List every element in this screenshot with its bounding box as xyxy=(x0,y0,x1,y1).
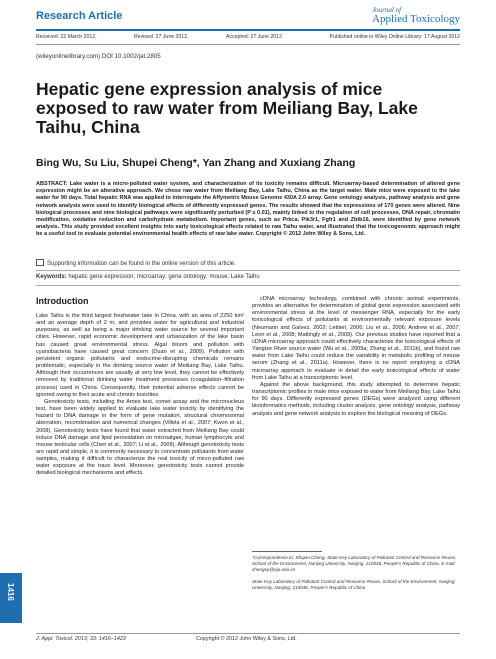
keywords-rule-top xyxy=(36,270,460,271)
received-date: Received: 22 March 2012, xyxy=(36,34,97,40)
journal-logo-line2: Applied Toxicology xyxy=(372,13,460,25)
header-rule xyxy=(36,29,460,31)
footnote-rule xyxy=(252,551,322,552)
abstract: ABSTRACT: Lake water is a micro-polluted water system, and characterization of its toxicity remains difficult. Microarray-based determination of altered gene expression might be an alterative approach. We chose raw water from Meiliang Bay, Lake Taihu, China as the target water. Male mice were exposed to the lake water for 90 days. Total hepatic RNA was applied to interrogate the Affymetrix Mouse Genome 430A 2.0 array. Gene ontology analysis, pathway analysis and gene network analysis were used to identify biological effects of differently expressed genes. The results showed that the expressions of 170 genes were altered. Nine biological processes and nine biological pathways were significantly perturbed (P ≤ 0.01), mainly linked to the regulation of cell processes, DNA repair, chromatin modification, oxidative reduction and carbohydrate metabolism. Important genes, such as Prkca, Pik3r1, Fgfr1 and Zbtb16, were identified by gene network analysis. This study provided excellent insights into early toxicological effects related to raw Taihu water, and illustrated that the toxicogenomic approach might be a useful tool to evaluate potential environmental health effects of raw lake water. Copyright © 2012 John Wiley & Sons, Ltd. xyxy=(36,181,460,238)
page-number-tab xyxy=(0,573,22,623)
introduction-heading: Introduction xyxy=(36,296,89,306)
keywords-list: hepatic gene expression; microarray; gene ontology; mouse; Lake Taihu xyxy=(68,274,260,280)
affiliation-footnote: State Key Laboratory of Pollutant Control and Resource Reuse, School of the Environment, Nanjing University, Nanjing, 210046, People's Republic of China xyxy=(252,579,455,590)
journal-logo xyxy=(372,6,460,24)
left-column xyxy=(36,296,244,478)
copyright-line: Copyright © 2012 John Wiley & Sons, Ltd. xyxy=(196,636,297,642)
journal-logo-line1: Journal of xyxy=(372,6,402,14)
dates-rule xyxy=(36,44,460,45)
footer-rule xyxy=(36,633,460,634)
body-paragraph: cDNA microarray technology, combined with chronic animal experiments, provides an alternative for determination of global gene expression associated with environmental stress at the level of messenger RNA, especially for the early toxicological effects of pollutants at environmentally relevant exposure levels (Neumann and Galvez, 2002; Lettieri, 2006; Liu et al., 2006; Andrew et al., 2007; Leon et al., 2008; Mattingly et al., 2009). Our previous studies have reported that a cDNA microarray approach could effectively characterize the toxicological effects of Yangtze River source water (Wu et al., 2009a; Zhang et al., 2011b), and found raw water from Lake Taihu could reduce the variability in metabolic profiling of mouse serum (Zhang et al., 2011a). However, there is no report employing a cDNA microarray approach to evaluate in detail the early toxicological effects of water from Lake Taihu at a transcriptomic level. xyxy=(252,296,460,381)
computer-icon xyxy=(36,259,44,266)
doi-line[interactable]: (wileyonlinelibrary.com) DOI 10.1002/jat.2805 xyxy=(36,53,161,60)
keywords-line xyxy=(36,274,260,280)
body-paragraph: Against the above background, this study attempted to determine hepatic transcriptomic profiles in male mice exposed to water from Meiliang Bay, Lake Taihu for 90 days. Differently expressed genes (DEGs) were analyzed using different bioinformatics methods, including cluster analysis, gene ontology analysis, pathway analysis and gene network analysis to explore the biological meaning of DEGs. xyxy=(252,381,460,417)
published-date: Published online in Wiley Online Library: 17 August 2012 xyxy=(329,34,460,40)
page-number: 1416 xyxy=(6,583,15,601)
article-title: Hepatic gene expression analysis of mice exposed to raw water from Meiliang Bay, Lake Taihu, China xyxy=(36,79,418,137)
correspondence-footnote: *Correspondence to: Shupei Cheng, State Key Laboratory of Pollutant Control and Resource Reuse, School of the Environment, Nanjing University, Nanjing, 210046, People's Republic of China. E-mail: chengsp@nju.edu.cn xyxy=(252,555,457,572)
page-header xyxy=(36,6,460,28)
author-list: Bing Wu, Su Liu, Shupei Cheng*, Yan Zhang and Xuxiang Zhang xyxy=(36,157,356,169)
keywords-rule-bottom xyxy=(36,285,460,286)
body-paragraph: Genotoxicity tests, including the Ames test, comet assay and the micronucleus test, have been widely applied to evaluate lake water toxicity by identifying the hazard to DNA damage in the form of gene mutation, structural chromosomal aberration, recombination and numerical changes (Villela et al., 2007; Kwon et al., 2008). Genotoxicity tests have found that water extracted from Meiliang Bay could induce DNA damage and lipid peroxidation on microalgae, human lymphocyte and mouse testicular cells (Chen et al., 2007; Li et al., 2009). Although genotoxicity tests are rapid and simple, it is commonly necessary to concentrate pollutants from water samples, making it difficult to characterize the real toxicity of micro-polluted raw water exposure at the trace level. Moreover, genotoxicity tests cannot provide detailed biological mechanisms and effects. xyxy=(36,398,244,477)
right-column xyxy=(252,296,460,418)
citation-line: J. Appl. Toxicol. 2013; 33: 1416–1423 xyxy=(36,636,126,642)
supporting-info-text: Supporting information can be found in the online version of this article. xyxy=(47,261,236,267)
body-paragraph: Lake Taihu is the third largest freshwater lake in China, with an area of 2250 km² and an average depth of 2 m, and provides water for agricultural and industrial purposes, as well as being a major drinking water source for several important cities. However, rapid economic development and urbanization of the lake basin has caused great environmental stress. Algal bloom and pollution with cyanobacteria have caused great concern (Duan et al., 2009). Pollution with persistent organic pollutants and endocrine-disrupting chemicals remains problematic, especially in the drinking source water of Meiliang Bay, Lake Taihu. Although their occurrences are usually at very low level, they cannot be effectively removed by traditional drinking water treatment processes (coagulation–filtration process) used in China. Consequently, their potential adverse effects cannot be ignored owing to their acute and chronic toxicities. xyxy=(36,313,244,398)
publication-dates xyxy=(36,34,460,44)
accepted-date: Accepted: 27 June 2012 xyxy=(226,34,282,40)
keywords-label: Keywords: xyxy=(36,274,67,280)
supporting-info-note xyxy=(36,259,236,267)
revised-date: Revised: 27 June 2012, xyxy=(134,34,189,40)
page-footer xyxy=(36,636,460,646)
article-type-label: Research Article xyxy=(36,10,123,22)
